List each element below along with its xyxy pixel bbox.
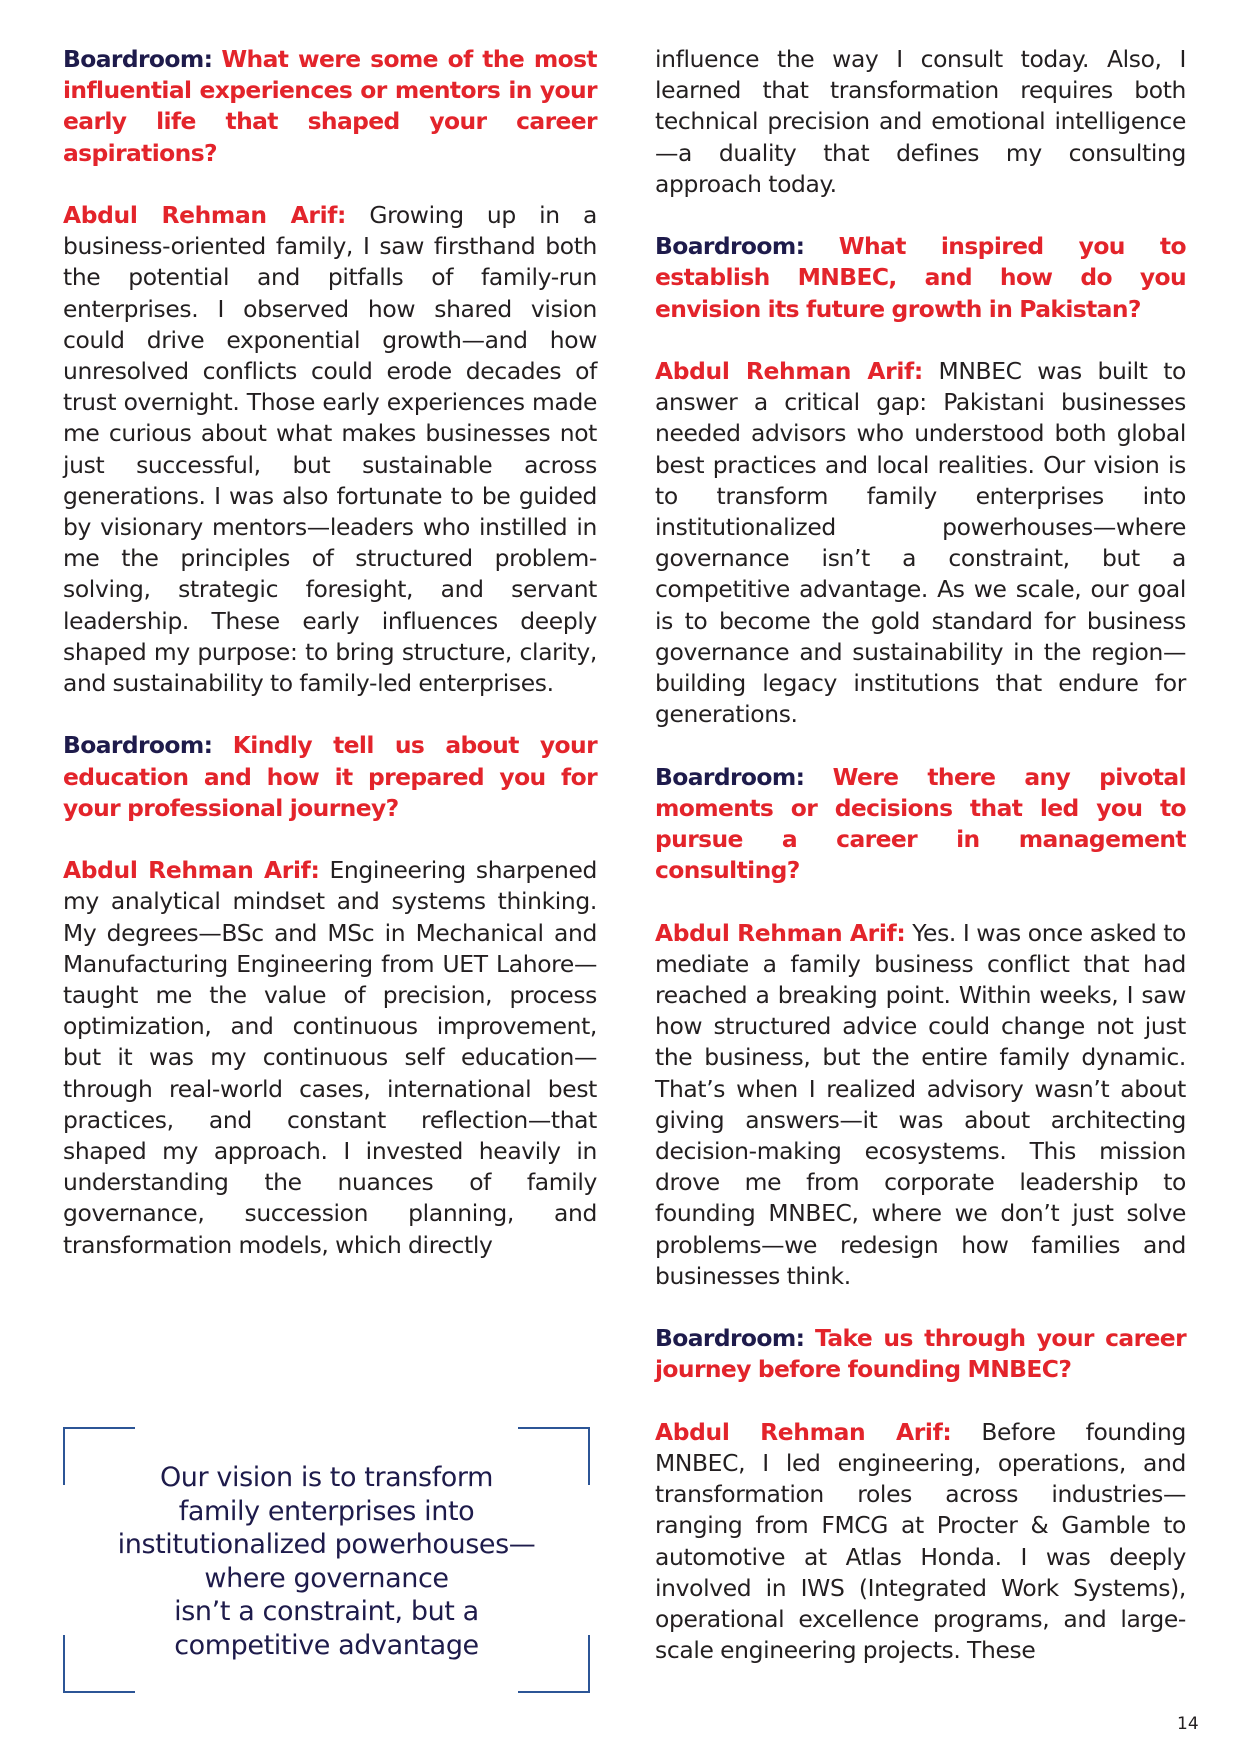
interview-answer-5 xyxy=(655,1417,1186,1667)
right-column xyxy=(655,44,1186,1698)
answer-text: Yes. I was once asked to mediate a family business conflict that had reached a breaking point. Within weeks, I saw how structured advice could change not just the business, but the entire family dynamic. That’s when I realized advisory wasn’t about giving answers—it was about architecting decision-making ecosystems. This mission drove me from corporate leadership to founding MNBEC, where we don’t just solve problems—we redesign how families and businesses think. xyxy=(655,918,1186,1290)
interview-question-5 xyxy=(655,1323,1186,1385)
interview-question-4 xyxy=(655,762,1186,887)
interview-answer-2 xyxy=(63,855,597,1261)
pull-quote-line: isn’t a constraint, but a xyxy=(174,1596,479,1627)
interview-question-2 xyxy=(63,730,597,824)
interviewer-label: Boardroom: xyxy=(655,232,805,261)
interview-question-3 xyxy=(655,231,1186,325)
pull-quote-line: where governance xyxy=(204,1562,449,1594)
respondent-label: Abdul Rehman Arif: xyxy=(655,918,906,947)
question-text: Take us through your career journey before founding MNBEC? xyxy=(655,1324,1187,1384)
respondent-label: Abdul Rehman Arif: xyxy=(655,1417,952,1446)
interview-answer-2-continued xyxy=(655,44,1186,200)
pull-quote-line: family enterprises into xyxy=(178,1495,475,1527)
interviewer-label: Boardroom: xyxy=(655,762,805,791)
answer-text: influence the way I consult today. Also, I learned that transformation requires both technical precision and emotional intelligence—a duality that defines my consulting approach today. xyxy=(655,45,1186,198)
interview-answer-1 xyxy=(63,200,597,699)
question-text: Kindly tell us about your education and how it prepared you for your professional journey? xyxy=(63,731,597,822)
pull-quote-line: competitive advantage xyxy=(174,1629,479,1661)
question-text: Were there any pivotal moments or decisions that led you to pursue a career in management consulting? xyxy=(655,762,1186,885)
question-text: What were some of the most influential experiences or mentors in your early life that shaped your career aspirations? xyxy=(63,45,597,167)
pull-quote-line: institutionalized powerhouses— xyxy=(117,1529,536,1560)
interview-answer-3 xyxy=(655,356,1186,730)
left-column xyxy=(63,44,597,1292)
interviewer-label: Boardroom: xyxy=(63,45,213,73)
page-number: 14 xyxy=(1177,1714,1199,1734)
interview-question-1 xyxy=(63,44,597,169)
respondent-label: Abdul Rehman Arif: xyxy=(63,201,347,229)
respondent-label: Abdul Rehman Arif: xyxy=(655,357,923,385)
interview-answer-4 xyxy=(655,918,1186,1292)
pull-quote-text xyxy=(63,1461,590,1662)
interviewer-label: Boardroom: xyxy=(63,731,213,760)
answer-text: MNBEC was built to answer a critical gap: Pakistani businesses needed advisors who understood both global best practices and local realities. Our vision is to transform family enterprises into institutionalized powerhouses—where governance isn’t a constraint, but a competitive advantage. As we scale, our goal is to become the gold standard for business governance and sustainability in the region—building legacy institutions that endure for generations. xyxy=(655,357,1186,729)
pull-quote-line: Our vision is to transform xyxy=(159,1462,494,1493)
pull-quote xyxy=(63,1427,590,1693)
interviewer-label: Boardroom: xyxy=(655,1324,805,1353)
respondent-label: Abdul Rehman Arif: xyxy=(63,856,320,885)
question-text: What inspired you to establish MNBEC, and how do you envision its future growth in Pakistan? xyxy=(655,232,1186,323)
answer-text: Before founding MNBEC, I led engineering, operations, and transformation roles across industries—ranging from FMCG at Procter & Gamble to automotive at Atlas Honda. I was deeply involved in IWS (Integrated Work Systems), operational excellence programs, and large-scale engineering projects. These xyxy=(655,1417,1186,1665)
answer-text: Engineering sharpened my analytical mindset and systems thinking. My degrees—BSc and MSc in Mechanical and Manufacturing Engineering from UET Lahore—taught me the value of precision, process optimization, and continuous improvement, but it was my continuous self education—through real-world cases, international best practices, and constant reflection—that shaped my approach. I invested heavily in understanding the nuances of family governance, succession planning, and transformation models, which directly xyxy=(63,856,597,1259)
answer-text: Growing up in a business-oriented family, I saw firsthand both the potential and pitfalls of family-run enterprises. I observed how shared vision could drive exponential growth—and how unresolved conflicts could erode decades of trust overnight. Those early experiences made me curious about what makes businesses not just successful, but sustainable across generations. I was also fortunate to be guided by visionary mentors—leaders who instilled in me the principles of structured problem-solving, strategic foresight, and servant leadership. These early influences deeply shaped my purpose: to bring structure, clarity, and sustainability to family-led enterprises. xyxy=(63,201,597,698)
